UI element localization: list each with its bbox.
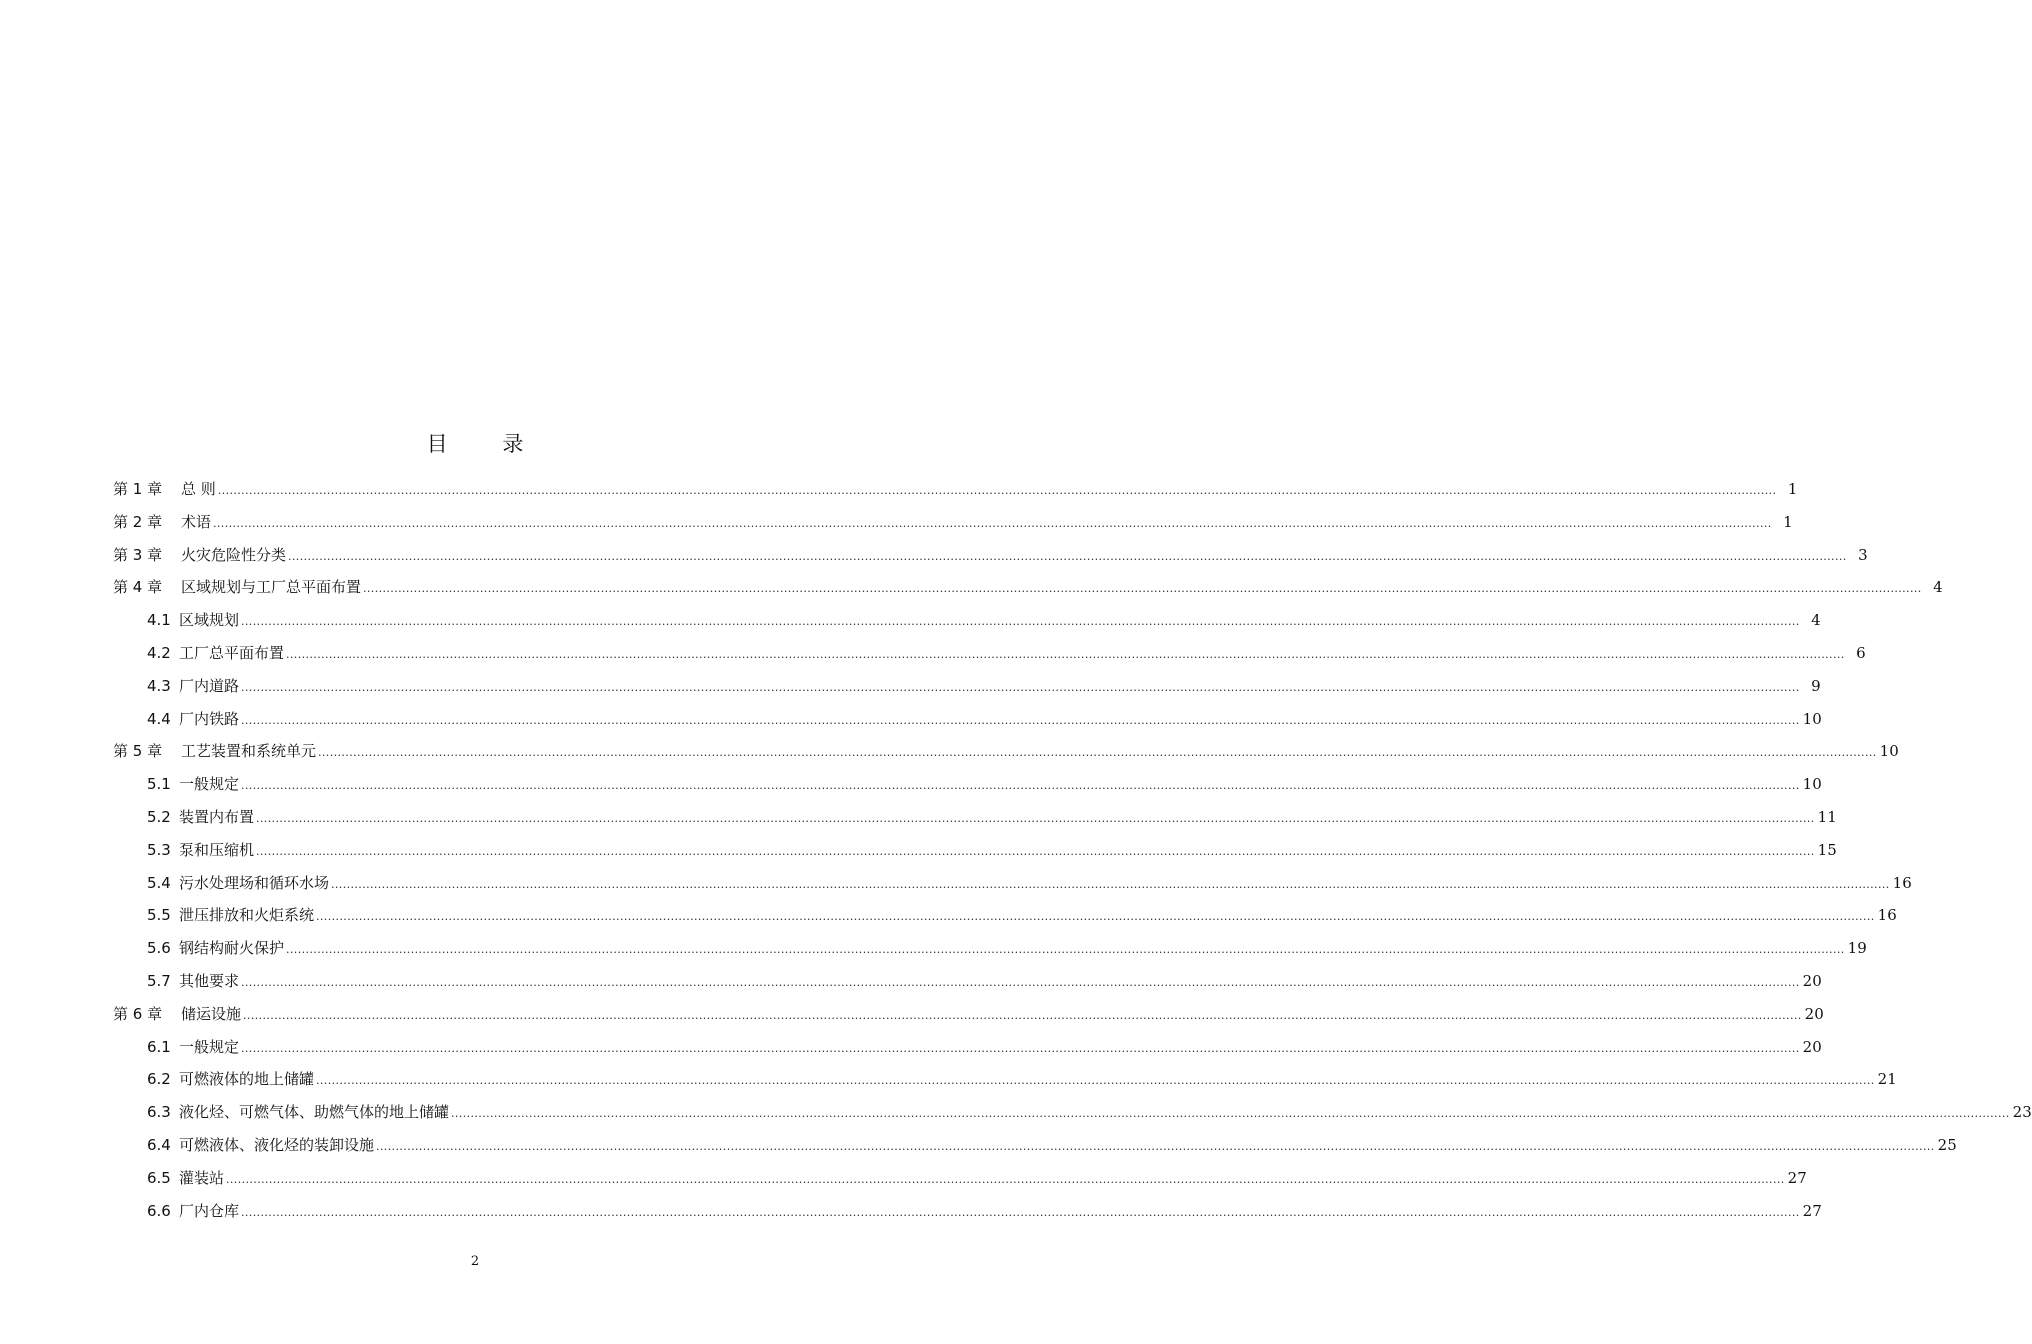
toc-entry-number: 第 1 章 bbox=[113, 480, 163, 498]
toc-entry-label: 灌装站 bbox=[179, 1168, 225, 1187]
dot-leader: ................................................................................................................................................................................................................................................................................................................................................................................................................ bbox=[316, 910, 1875, 924]
toc-section-entry[interactable] bbox=[147, 1199, 1822, 1223]
toc-entry-number: 4.4 bbox=[147, 709, 171, 728]
toc-section-entry[interactable] bbox=[147, 707, 1822, 731]
dot-leader: ................................................................................................................................................................................................................................................................................................................................................................................................................ bbox=[241, 615, 1800, 629]
toc-entry-label: 其他要求 bbox=[179, 972, 240, 990]
toc-entry-number: 5.1 bbox=[147, 775, 171, 794]
dot-leader: ................................................................................................................................................................................................................................................................................................................................................................................................................ bbox=[288, 549, 1847, 563]
toc-entry-page: 20 bbox=[1802, 972, 1822, 990]
toc-entry-page: 1 bbox=[1783, 512, 1793, 531]
toc-entry-label: 泄压排放和火炬系统 bbox=[179, 906, 315, 925]
toc-entry-number: 6.6 bbox=[147, 1201, 171, 1220]
toc-chapter-entry[interactable] bbox=[113, 543, 1868, 567]
toc-section-entry[interactable] bbox=[147, 772, 1822, 796]
dot-leader: ................................................................................................................................................................................................................................................................................................................................................................................................................ bbox=[376, 1140, 1935, 1153]
toc-entry-page: 10 bbox=[1802, 775, 1822, 794]
toc-entry-label: 装置内布置 bbox=[179, 808, 255, 826]
toc-section-entry[interactable] bbox=[147, 1067, 1897, 1091]
dot-leader: ................................................................................................................................................................................................................................................................................................................................................................................................................ bbox=[243, 1008, 1802, 1022]
toc-entry-number: 6.1 bbox=[147, 1037, 171, 1056]
toc-entry-label: 污水处理场和循环水场 bbox=[179, 873, 330, 892]
toc-entry-number: 第 5 章 bbox=[113, 742, 163, 761]
toc-section-entry[interactable] bbox=[147, 805, 1837, 829]
dot-leader: ................................................................................................................................................................................................................................................................................................................................................................................................................ bbox=[226, 1172, 1785, 1186]
toc-entry-number: 6.2 bbox=[147, 1070, 171, 1089]
toc-section-entry[interactable] bbox=[147, 1100, 2032, 1124]
dot-leader: ................................................................................................................................................................................................................................................................................................................................................................................................................ bbox=[241, 779, 1800, 793]
toc-entry-number: 5.7 bbox=[147, 972, 171, 990]
toc-entry-number: 5.3 bbox=[147, 840, 171, 859]
toc-entry-label: 可燃液体的地上储罐 bbox=[179, 1070, 315, 1089]
toc-section-entry[interactable] bbox=[147, 674, 1821, 698]
toc-entry-label: 工艺装置和系统单元 bbox=[181, 742, 317, 761]
toc-entry-number: 6.4 bbox=[147, 1136, 171, 1154]
toc-entry-label: 火灾危险性分类 bbox=[181, 545, 287, 564]
toc-section-entry[interactable] bbox=[147, 1133, 1957, 1157]
toc-entry-label: 可燃液体、液化烃的装卸设施 bbox=[179, 1136, 375, 1154]
toc-chapter-entry[interactable] bbox=[113, 739, 1899, 763]
toc-entry-page: 27 bbox=[1802, 1201, 1822, 1220]
toc-entry-page: 3 bbox=[1858, 545, 1868, 564]
toc-entry-page: 20 bbox=[1802, 1037, 1822, 1056]
toc-entry-page: 27 bbox=[1787, 1168, 1807, 1187]
toc-chapter-entry[interactable] bbox=[113, 510, 1793, 534]
toc-entry-label: 厂内仓库 bbox=[179, 1201, 240, 1220]
dot-leader: ................................................................................................................................................................................................................................................................................................................................................................................................................ bbox=[363, 582, 1922, 596]
dot-leader: ................................................................................................................................................................................................................................................................................................................................................................................................................ bbox=[241, 976, 1800, 989]
toc-entry-number: 4.2 bbox=[147, 644, 171, 662]
toc-entry-label: 储运设施 bbox=[181, 1004, 242, 1023]
dot-leader: ................................................................................................................................................................................................................................................................................................................................................................................................................ bbox=[318, 746, 1877, 760]
toc-entry-number: 5.2 bbox=[147, 808, 171, 826]
dot-leader: ................................................................................................................................................................................................................................................................................................................................................................................................................ bbox=[241, 713, 1800, 727]
toc-entry-page: 10 bbox=[1879, 742, 1899, 761]
toc-section-entry[interactable] bbox=[147, 969, 1822, 993]
dot-leader: ................................................................................................................................................................................................................................................................................................................................................................................................................ bbox=[286, 648, 1845, 661]
toc-entry-number: 5.5 bbox=[147, 906, 171, 925]
toc-entry-page: 4 bbox=[1933, 578, 1943, 597]
toc-title: 目 录 bbox=[426, 432, 548, 456]
toc-section-entry[interactable] bbox=[147, 1035, 1822, 1059]
dot-leader: ................................................................................................................................................................................................................................................................................................................................................................................................................ bbox=[217, 484, 1777, 497]
toc-entry-number: 第 2 章 bbox=[113, 512, 163, 531]
toc-chapter-entry[interactable] bbox=[113, 1002, 1824, 1026]
toc-entry-number: 5.4 bbox=[147, 873, 171, 892]
toc-section-entry[interactable] bbox=[147, 641, 1866, 665]
toc-section-entry[interactable] bbox=[147, 608, 1821, 632]
toc-entry-number: 4.3 bbox=[147, 676, 171, 695]
toc-section-entry[interactable] bbox=[147, 871, 1912, 895]
dot-leader: ................................................................................................................................................................................................................................................................................................................................................................................................................ bbox=[286, 943, 1845, 957]
toc-section-entry[interactable] bbox=[147, 838, 1837, 862]
toc-entry-number: 第 3 章 bbox=[113, 545, 163, 564]
toc-entry-number: 4.1 bbox=[147, 611, 171, 630]
toc-entry-page: 11 bbox=[1817, 808, 1837, 826]
dot-leader: ................................................................................................................................................................................................................................................................................................................................................................................................................ bbox=[256, 812, 1815, 825]
toc-section-entry[interactable] bbox=[147, 903, 1897, 927]
toc-entry-page: 6 bbox=[1856, 644, 1866, 662]
toc-entry-label: 工厂总平面布置 bbox=[179, 644, 285, 662]
toc-entry-label: 总 则 bbox=[181, 480, 216, 498]
toc-entry-label: 厂内道路 bbox=[179, 676, 240, 695]
toc-entry-page: 9 bbox=[1811, 676, 1821, 695]
toc-entry-page: 15 bbox=[1817, 840, 1837, 859]
toc-section-entry[interactable] bbox=[147, 936, 1867, 960]
dot-leader: ................................................................................................................................................................................................................................................................................................................................................................................................................ bbox=[256, 844, 1815, 858]
toc-entry-label: 厂内铁路 bbox=[179, 709, 240, 728]
dot-leader: ................................................................................................................................................................................................................................................................................................................................................................................................................ bbox=[316, 1074, 1875, 1088]
toc-entry-number: 5.6 bbox=[147, 939, 171, 958]
toc-entry-number: 6.3 bbox=[147, 1103, 171, 1122]
toc-section-entry[interactable] bbox=[147, 1166, 1807, 1190]
toc-entry-label: 一般规定 bbox=[179, 775, 240, 794]
toc-entry-number: 第 4 章 bbox=[113, 578, 163, 597]
toc-entry-page: 16 bbox=[1877, 906, 1897, 925]
toc-entry-label: 液化烃、可燃气体、助燃气体的地上储罐 bbox=[179, 1103, 450, 1122]
dot-leader: ................................................................................................................................................................................................................................................................................................................................................................................................................ bbox=[241, 1205, 1800, 1219]
toc-entry-label: 区域规划 bbox=[179, 611, 240, 630]
toc-entry-page: 21 bbox=[1877, 1070, 1897, 1089]
toc-entry-label: 泵和压缩机 bbox=[179, 840, 255, 859]
toc-entry-page: 19 bbox=[1847, 939, 1867, 958]
toc-entry-number: 6.5 bbox=[147, 1168, 171, 1187]
toc-entry-page: 20 bbox=[1804, 1004, 1824, 1023]
toc-entry-page: 25 bbox=[1937, 1136, 1957, 1154]
dot-leader: ................................................................................................................................................................................................................................................................................................................................................................................................................ bbox=[331, 877, 1890, 891]
toc-entry-page: 4 bbox=[1811, 611, 1821, 630]
toc-entry-page: 16 bbox=[1892, 873, 1912, 892]
dot-leader: ................................................................................................................................................................................................................................................................................................................................................................................................................ bbox=[241, 680, 1800, 694]
toc-entry-label: 术语 bbox=[181, 512, 212, 531]
toc-entry-label: 区域规划与工厂总平面布置 bbox=[181, 578, 362, 597]
toc-entry-label: 钢结构耐火保护 bbox=[179, 939, 285, 958]
toc-chapter-entry[interactable] bbox=[113, 575, 1943, 599]
toc-entry-label: 一般规定 bbox=[179, 1037, 240, 1056]
toc-entry-page: 1 bbox=[1787, 480, 1798, 498]
dot-leader: ................................................................................................................................................................................................................................................................................................................................................................................................................ bbox=[213, 516, 1772, 530]
toc-chapter-entry[interactable] bbox=[113, 477, 1798, 501]
toc-entry-number: 第 6 章 bbox=[113, 1004, 163, 1023]
toc-entry-page: 23 bbox=[2012, 1103, 2032, 1122]
page-number: 2 bbox=[470, 1254, 480, 1269]
dot-leader: ................................................................................................................................................................................................................................................................................................................................................................................................................ bbox=[451, 1107, 2010, 1121]
dot-leader: ................................................................................................................................................................................................................................................................................................................................................................................................................ bbox=[241, 1041, 1800, 1055]
toc-entry-page: 10 bbox=[1802, 709, 1822, 728]
